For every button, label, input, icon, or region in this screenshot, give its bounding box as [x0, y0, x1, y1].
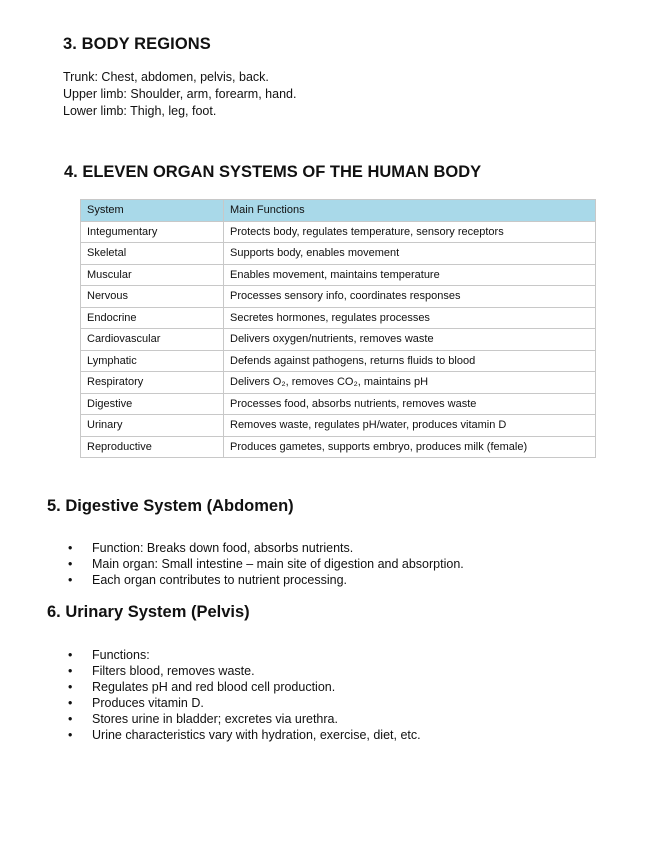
section-3-heading: 3. BODY REGIONS [63, 35, 211, 53]
bullet-icon: • [68, 648, 73, 662]
system-cell: Lymphatic [81, 350, 224, 372]
system-cell: Nervous [81, 286, 224, 308]
organ-systems-table [80, 199, 596, 458]
table-row [81, 436, 596, 458]
function-cell: Enables movement, maintains temperature [224, 264, 596, 286]
list-item-text: Stores urine in bladder; excretes via urethra. [92, 712, 338, 726]
function-cell: Delivers O₂, removes CO₂, maintains pH [224, 372, 596, 394]
system-cell: Skeletal [81, 243, 224, 265]
system-cell: Endocrine [81, 307, 224, 329]
table-header-row [81, 200, 596, 222]
bullet-icon: • [68, 696, 73, 710]
bullet-icon: • [68, 712, 73, 726]
function-cell: Processes sensory info, coordinates responses [224, 286, 596, 308]
table-row [81, 307, 596, 329]
bullet-icon: • [68, 541, 73, 555]
section-5-heading: 5. Digestive System (Abdomen) [47, 497, 294, 515]
list-item-text: Produces vitamin D. [92, 696, 204, 710]
function-cell: Processes food, absorbs nutrients, removes waste [224, 393, 596, 415]
list-item [68, 663, 421, 679]
list-item [68, 540, 464, 556]
bullet-icon: • [68, 557, 73, 571]
system-cell: Reproductive [81, 436, 224, 458]
section-4-heading: 4. ELEVEN ORGAN SYSTEMS OF THE HUMAN BODY [64, 163, 482, 181]
section-6-heading: 6. Urinary System (Pelvis) [47, 603, 250, 621]
table-row [81, 372, 596, 394]
list-item-text: Urine characteristics vary with hydration, exercise, diet, etc. [92, 728, 421, 742]
list-item-text: Functions: [92, 648, 150, 662]
system-cell: Urinary [81, 415, 224, 437]
list-item-text: Main organ: Small intestine – main site of digestion and absorption. [92, 557, 464, 571]
table-row [81, 350, 596, 372]
list-item [68, 695, 421, 711]
body-regions-list [63, 69, 296, 120]
table-row [81, 264, 596, 286]
list-item [68, 572, 464, 588]
column-header-main-functions: Main Functions [224, 200, 596, 222]
system-cell: Respiratory [81, 372, 224, 394]
bullet-icon: • [68, 664, 73, 678]
list-item-text: Function: Breaks down food, absorbs nutrients. [92, 541, 354, 555]
bullet-icon: • [68, 680, 73, 694]
list-item [68, 679, 421, 695]
list-item [68, 647, 421, 663]
column-header-system: System [81, 200, 224, 222]
list-item-text: Regulates pH and red blood cell production. [92, 680, 336, 694]
table-row [81, 393, 596, 415]
table-row [81, 243, 596, 265]
table-row [81, 221, 596, 243]
bullet-icon: • [68, 573, 73, 587]
list-item [68, 711, 421, 727]
function-cell: Secretes hormones, regulates processes [224, 307, 596, 329]
system-cell: Cardiovascular [81, 329, 224, 351]
function-cell: Supports body, enables movement [224, 243, 596, 265]
region-trunk: Trunk: Chest, abdomen, pelvis, back. [63, 70, 269, 84]
system-cell: Digestive [81, 393, 224, 415]
function-cell: Defends against pathogens, returns fluids to blood [224, 350, 596, 372]
function-cell: Produces gametes, supports embryo, produces milk (female) [224, 436, 596, 458]
function-cell: Delivers oxygen/nutrients, removes waste [224, 329, 596, 351]
bullet-icon: • [68, 728, 73, 742]
digestive-bullet-list [68, 540, 464, 588]
urinary-bullet-list [68, 647, 421, 743]
list-item-text: Each organ contributes to nutrient processing. [92, 573, 348, 587]
list-item-text: Filters blood, removes waste. [92, 664, 255, 678]
region-upper-limb: Upper limb: Shoulder, arm, forearm, hand. [63, 87, 297, 101]
list-item [68, 556, 464, 572]
system-cell: Muscular [81, 264, 224, 286]
system-cell: Integumentary [81, 221, 224, 243]
function-cell: Removes waste, regulates pH/water, produces vitamin D [224, 415, 596, 437]
table-row [81, 329, 596, 351]
function-cell: Protects body, regulates temperature, sensory receptors [224, 221, 596, 243]
table-row [81, 415, 596, 437]
region-lower-limb: Lower limb: Thigh, leg, foot. [63, 104, 217, 118]
table-row [81, 286, 596, 308]
list-item [68, 727, 421, 743]
